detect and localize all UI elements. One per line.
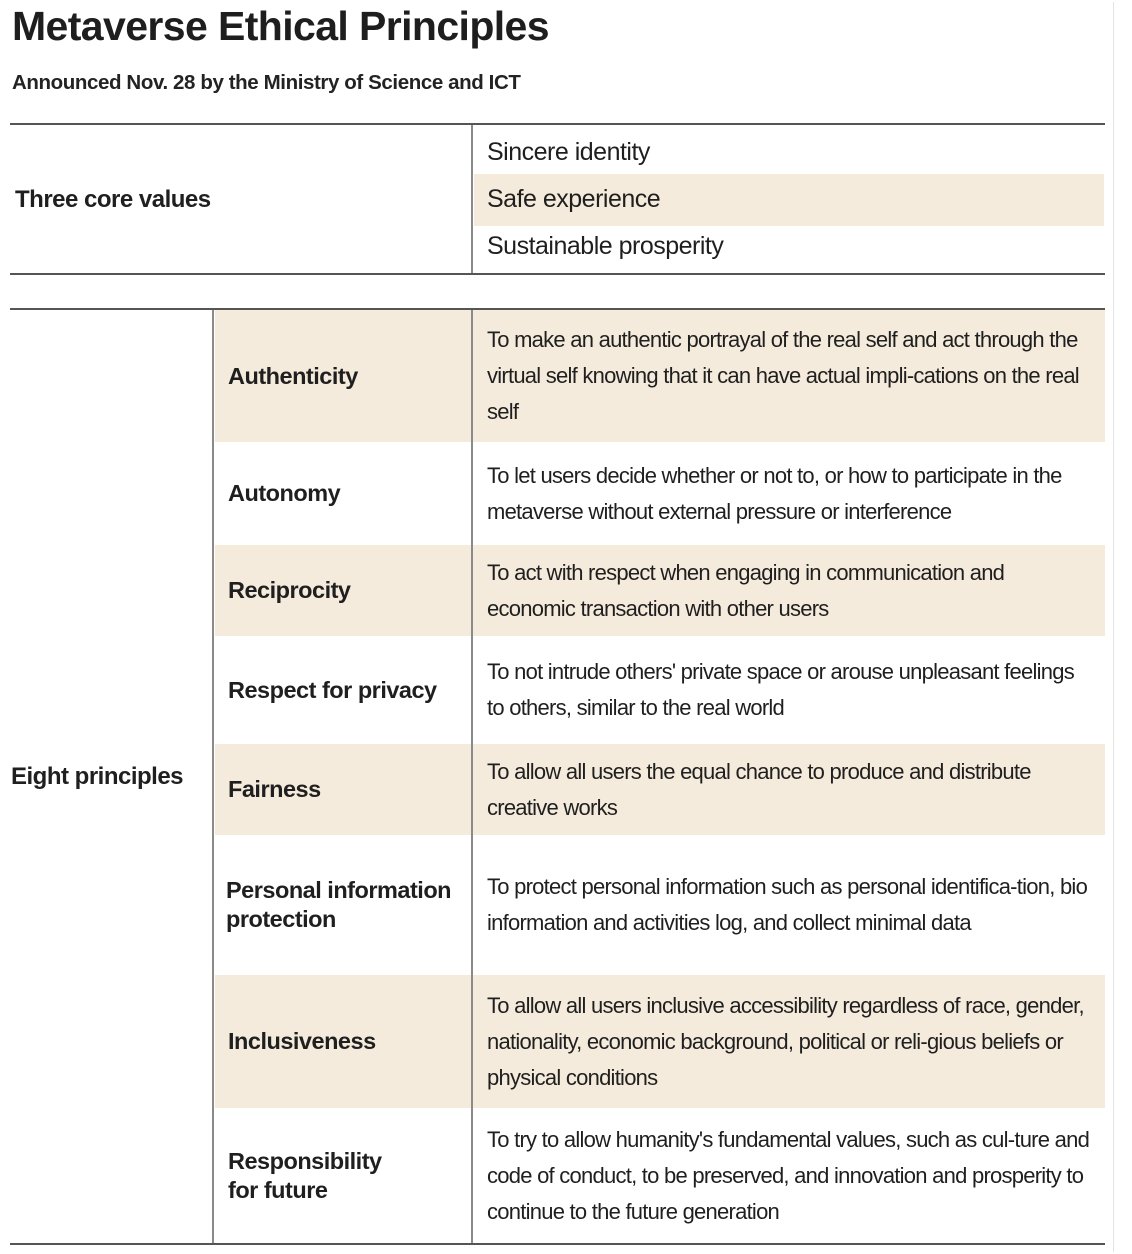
principle-name: Autonomy — [228, 480, 341, 506]
principle-description: To protect personal information such as personal identifica-tion, bio information and activities log, and collect minimal data — [487, 874, 1088, 935]
principle-description: To let users decide whether or not to, or how to participate in the metaverse without external pressure or interference — [487, 462, 1062, 524]
principle-name: Fairness — [228, 776, 321, 802]
eight-left-divider — [212, 310, 214, 1243]
core-values-label: Three core values — [15, 186, 211, 213]
principle-name: Authenticity — [228, 362, 358, 389]
eight-middle-divider — [471, 310, 473, 1243]
principle-name: Inclusiveness — [228, 1028, 376, 1054]
principle-description: To allow all users the equal chance to produce and distribute creative works — [487, 758, 1031, 820]
principle-description: To try to allow humanity's fundamental values, such as cul-ture and code of conduct, to be preserved, and innovation and prosperity to continue to the future generation — [487, 1126, 1090, 1224]
page-subtitle: Announced Nov. 28 by the Ministry of Science and ICT — [12, 71, 521, 94]
principle-name: Respect for privacy — [228, 676, 437, 703]
core-value-1: Sincere identity — [487, 138, 650, 166]
core-bottom-rule — [10, 273, 1105, 275]
page-title: Metaverse Ethical Principles — [12, 3, 549, 49]
core-value-3: Sustainable prosperity — [487, 232, 724, 260]
principle-description: To act with respect when engaging in communication and economic transaction with other users — [487, 559, 1005, 621]
eight-bottom-rule — [10, 1243, 1105, 1245]
principle-description: To make an authentic portrayal of the real self and act through the virtual self knowing that it can have actual impli-cations on the real self — [487, 327, 1079, 424]
core-value-2: Safe experience — [487, 185, 661, 213]
principle-description: To allow all users inclusive accessibility regardless of race, gender, nationality, economic background, political or reli-gious beliefs or physical conditions — [487, 992, 1084, 1090]
principle-description: To not intrude others' private space or arouse unpleasant feelings to others, similar to the real world — [487, 659, 1074, 720]
eight-principles-label: Eight principles — [11, 763, 184, 790]
principle-name: Responsibility for future — [228, 1147, 382, 1203]
principle-name: Personal information protection — [226, 877, 452, 932]
principle-name: Reciprocity — [228, 577, 351, 603]
core-column-divider — [471, 125, 473, 273]
core-top-rule — [10, 123, 1105, 125]
